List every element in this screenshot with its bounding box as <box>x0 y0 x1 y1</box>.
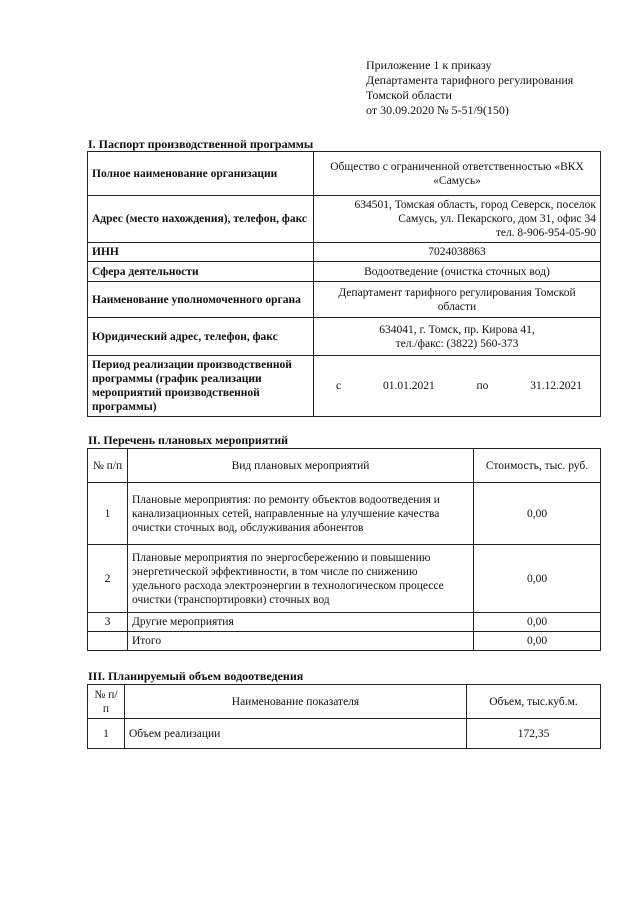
row-name: Плановые мероприятия по энергосбережению и повышению энергетической эффективности, в том числе по снижению удельного расхода электроэнергии в технологическом процессе очистки (транспортировки) сточных вод <box>128 545 474 613</box>
value-address <box>314 196 601 243</box>
col-header-volume: Объем, тыс.куб.м. <box>467 685 601 719</box>
table-row <box>88 545 601 613</box>
volume-table <box>87 684 601 749</box>
table-row <box>88 613 601 632</box>
row-num: 3 <box>88 613 128 632</box>
label-period: Период реализации производственной программы (график реализации мероприятий производственной программы) <box>88 356 314 417</box>
row-name: Другие мероприятия <box>128 613 474 632</box>
section-1-title: I. Паспорт производственной программы <box>88 137 314 151</box>
table-row <box>88 356 601 417</box>
row-cost: 0,00 <box>474 545 601 613</box>
legal-address-line-1: 634041, г. Томск, пр. Кирова 41, <box>379 323 535 336</box>
address-line-2: Самусь, ул. Пекарского, дом 31, офис 34 <box>398 213 596 225</box>
row-num: 1 <box>88 719 125 749</box>
label-address: Адрес (место нахождения), телефон, факс <box>88 196 314 243</box>
row-cost: 0,00 <box>474 613 601 632</box>
table-row <box>88 483 601 545</box>
col-header-num: № п/п <box>88 449 128 483</box>
label-org-name: Полное наименование организации <box>88 152 314 196</box>
activities-table <box>87 448 601 651</box>
value-activity: Водоотведение (очистка сточных вод) <box>314 262 601 282</box>
label-authority: Наименование уполномоченного органа <box>88 282 314 318</box>
period-from-date: 01.01.2021 <box>382 380 435 392</box>
table-header-row <box>88 449 601 483</box>
table-total-row <box>88 632 601 651</box>
row-volume: 172,35 <box>467 719 601 749</box>
header-line-3: Томской области <box>366 88 452 102</box>
document-header <box>366 58 573 118</box>
label-activity: Сфера деятельности <box>88 262 314 282</box>
passport-table <box>87 151 601 417</box>
row-num: 1 <box>88 483 128 545</box>
legal-address-line-2: тел./факс: (3822) 560-373 <box>395 337 519 350</box>
header-line-2: Департамента тарифного регулирования <box>366 73 574 87</box>
row-num: 2 <box>88 545 128 613</box>
col-header-cost: Стоимость, тыс. руб. <box>474 449 601 483</box>
value-authority: Департамент тарифного регулирования Томской области <box>314 282 601 318</box>
header-line-4: от 30.09.2020 № 5-51/9(150) <box>366 103 509 117</box>
header-line-1: Приложение 1 к приказу <box>366 58 492 72</box>
label-legal-address: Юридический адрес, телефон, факс <box>88 318 314 356</box>
table-row <box>88 152 601 196</box>
period-to-word: по <box>476 380 489 392</box>
table-header-row <box>88 685 601 719</box>
row-name: Итого <box>128 632 474 651</box>
period-to-date: 31.12.2021 <box>530 380 582 392</box>
section-2-title: II. Перечень плановых мероприятий <box>88 433 289 447</box>
table-row <box>88 262 601 282</box>
col-header-name: Наименование показателя <box>125 685 467 719</box>
row-num <box>88 632 128 651</box>
table-row <box>88 282 601 318</box>
table-row <box>88 318 601 356</box>
value-legal-address <box>314 318 601 356</box>
table-row <box>88 196 601 243</box>
row-cost: 0,00 <box>474 632 601 651</box>
row-cost: 0,00 <box>474 483 601 545</box>
table-row <box>88 719 601 749</box>
value-period <box>314 356 601 417</box>
col-header-num: № п/п <box>88 685 125 719</box>
section-3-title: III. Планируемый объем водоотведения <box>88 669 304 683</box>
col-header-name: Вид плановых мероприятий <box>128 449 474 483</box>
period-from-word: с <box>336 380 342 392</box>
label-inn: ИНН <box>88 243 314 262</box>
address-line-1: 634501, Томская область, город Северск, поселок <box>354 199 596 211</box>
table-row <box>88 243 601 262</box>
address-line-3: тел. 8-906-954-05-90 <box>495 227 596 239</box>
row-name: Объем реализации <box>125 719 467 749</box>
value-inn: 7024038863 <box>314 243 601 262</box>
row-name: Плановые мероприятия: по ремонту объектов водоотведения и канализационных сетей, направленные на улучшение качества очистки сточных вод, обслуживания абонентов <box>128 483 474 545</box>
value-org-name: Общество с ограниченной ответственностью «ВКХ «Самусь» <box>314 152 601 196</box>
